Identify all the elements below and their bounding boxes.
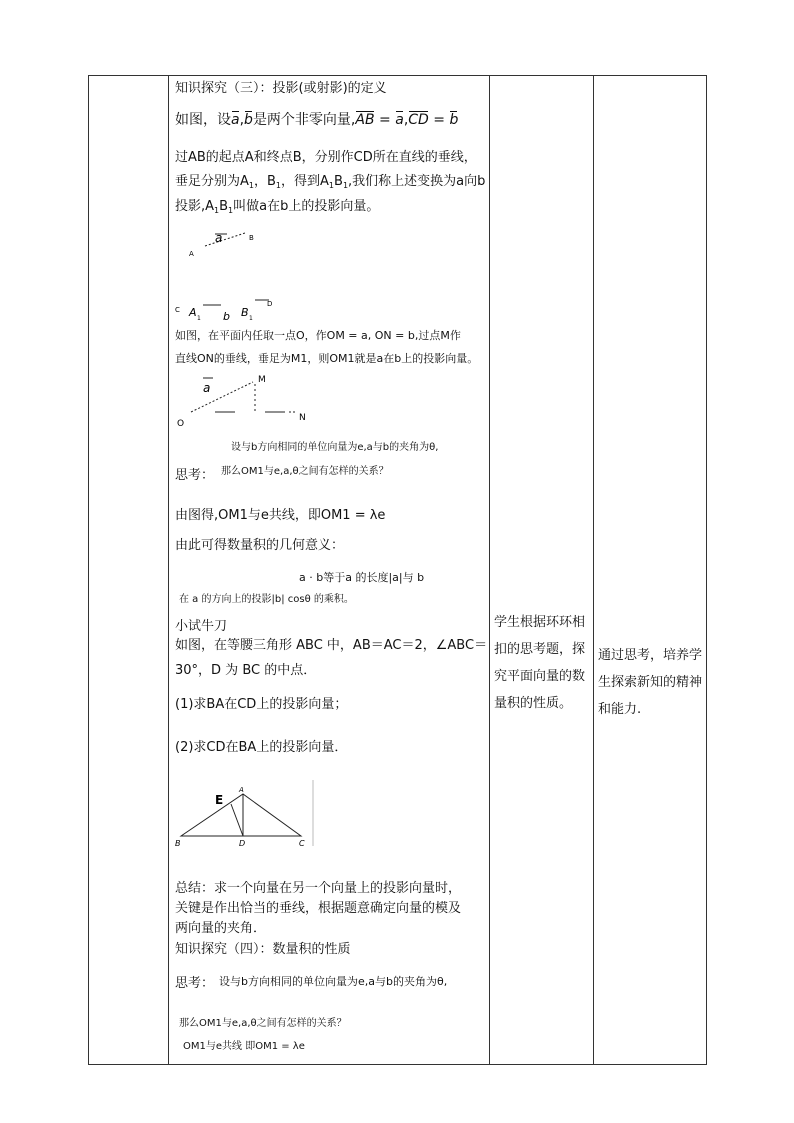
text-line: 由此可得数量积的几何意义： (175, 538, 345, 553)
label-a: a (203, 381, 211, 395)
vector-om (191, 382, 253, 412)
label-E: E (215, 793, 224, 807)
summary-line: 两向量的夹角． (175, 921, 267, 936)
label-B1-sub: 1 (249, 315, 253, 322)
exercise-line: 如图，在等腰三角形 ABC 中，AB＝AC＝2，∠ABC＝ (175, 638, 488, 653)
label-b: b (223, 310, 230, 323)
label-A1-sub: 1 (197, 315, 201, 322)
label-A1: A (189, 306, 197, 319)
vector-a-line (205, 233, 245, 246)
summary-line: 关键是作出恰当的垂线，根据题意确定向量的模及 (175, 901, 462, 916)
label-B: B (175, 839, 181, 848)
definition-line: 如图，设a,b是两个非零向量,AB = a,CD = b (175, 112, 459, 128)
stage-cell (89, 76, 168, 1064)
text-line: 由图得,OM1与e共线，即OM1 = λe (175, 508, 386, 523)
projection-figure (175, 224, 335, 324)
section-title: 知识探究（四）：数量积的性质 (175, 942, 351, 957)
label-M: M (258, 375, 266, 385)
content-cell (169, 76, 489, 1064)
exercise-title: 小试牛刀 (175, 619, 228, 634)
think-line: 那么OM1与e,a,θ之间有怎样的关系？ (179, 1018, 347, 1029)
text-line: 如图，在平面内任取一点O，作OM = a, ON = b,过点M作 (175, 329, 461, 342)
exercise-question: (2)求CD在BA上的投影向量． (175, 740, 348, 755)
column-divider (593, 76, 594, 1064)
think-line: 设与b方向相同的单位向量为e,a与b的夹角为θ, (219, 975, 448, 988)
label-A: A (239, 786, 244, 794)
exercise-line: 30°，D 为 BC 的中点． (175, 663, 317, 678)
summary-line: 总结：求一个向量在另一个向量上的投影向量时， (175, 881, 462, 896)
label-B1: B (241, 306, 249, 319)
label-A: A (189, 250, 194, 258)
lesson-table (88, 75, 707, 1065)
column-divider (489, 76, 490, 1064)
section-title: 知识探究（三）：投影(或射影)的定义 (175, 81, 387, 96)
label-B: B (249, 234, 254, 242)
label-C: C (299, 839, 305, 848)
exercise-question: (1)求BA在CD上的投影向量； (175, 697, 348, 712)
label-O: O (177, 419, 185, 429)
segment-ed (231, 804, 243, 836)
text-line: 投影$,A_1B_1$叫做a在b上的投影向量。 (175, 199, 380, 215)
design-intent-cell (598, 642, 706, 723)
think-line: OM1与e共线 即OM1 = λe (183, 1041, 305, 1052)
text-line: 直线ON的垂线，垂足为M1，则OM1就是a在b上的投影向量。 (175, 352, 479, 365)
student-activity-cell (494, 609, 590, 717)
text-line: 垂足分别为$A_1$，$B_1$，得到$A_1B_1$,我们称上述变换为a向b (175, 174, 486, 190)
formula-line: a · b等于a 的长度|a|与 b (299, 571, 425, 584)
label-a: a (215, 231, 223, 245)
think-label: 思考： (175, 468, 215, 483)
label-N: N (299, 413, 306, 423)
triangle-figure (173, 780, 319, 850)
label-D: D (267, 300, 273, 308)
om-figure (173, 370, 333, 430)
formula-line: 在 a 的方向上的投影|b| cosθ 的乘积。 (179, 594, 354, 605)
label-C: C (175, 306, 180, 314)
student-activity-text: 学生根据环环相扣的思考题，探究平面向量的数量积的性质。 (494, 615, 586, 711)
text-line: 过AB的起点A和终点B，分别作CD所在直线的垂线， (175, 150, 477, 165)
label-D: D (239, 839, 246, 848)
design-intent-text: 通过思考，培养学生探索新知的精神和能力. (598, 648, 703, 717)
think-label: 思考： (175, 976, 215, 991)
think-line: 那么OM1与e,a,θ之间有怎样的关系？ (221, 466, 389, 477)
think-line: 设与b方向相同的单位向量为e,a与b的夹角为θ, (231, 442, 439, 453)
